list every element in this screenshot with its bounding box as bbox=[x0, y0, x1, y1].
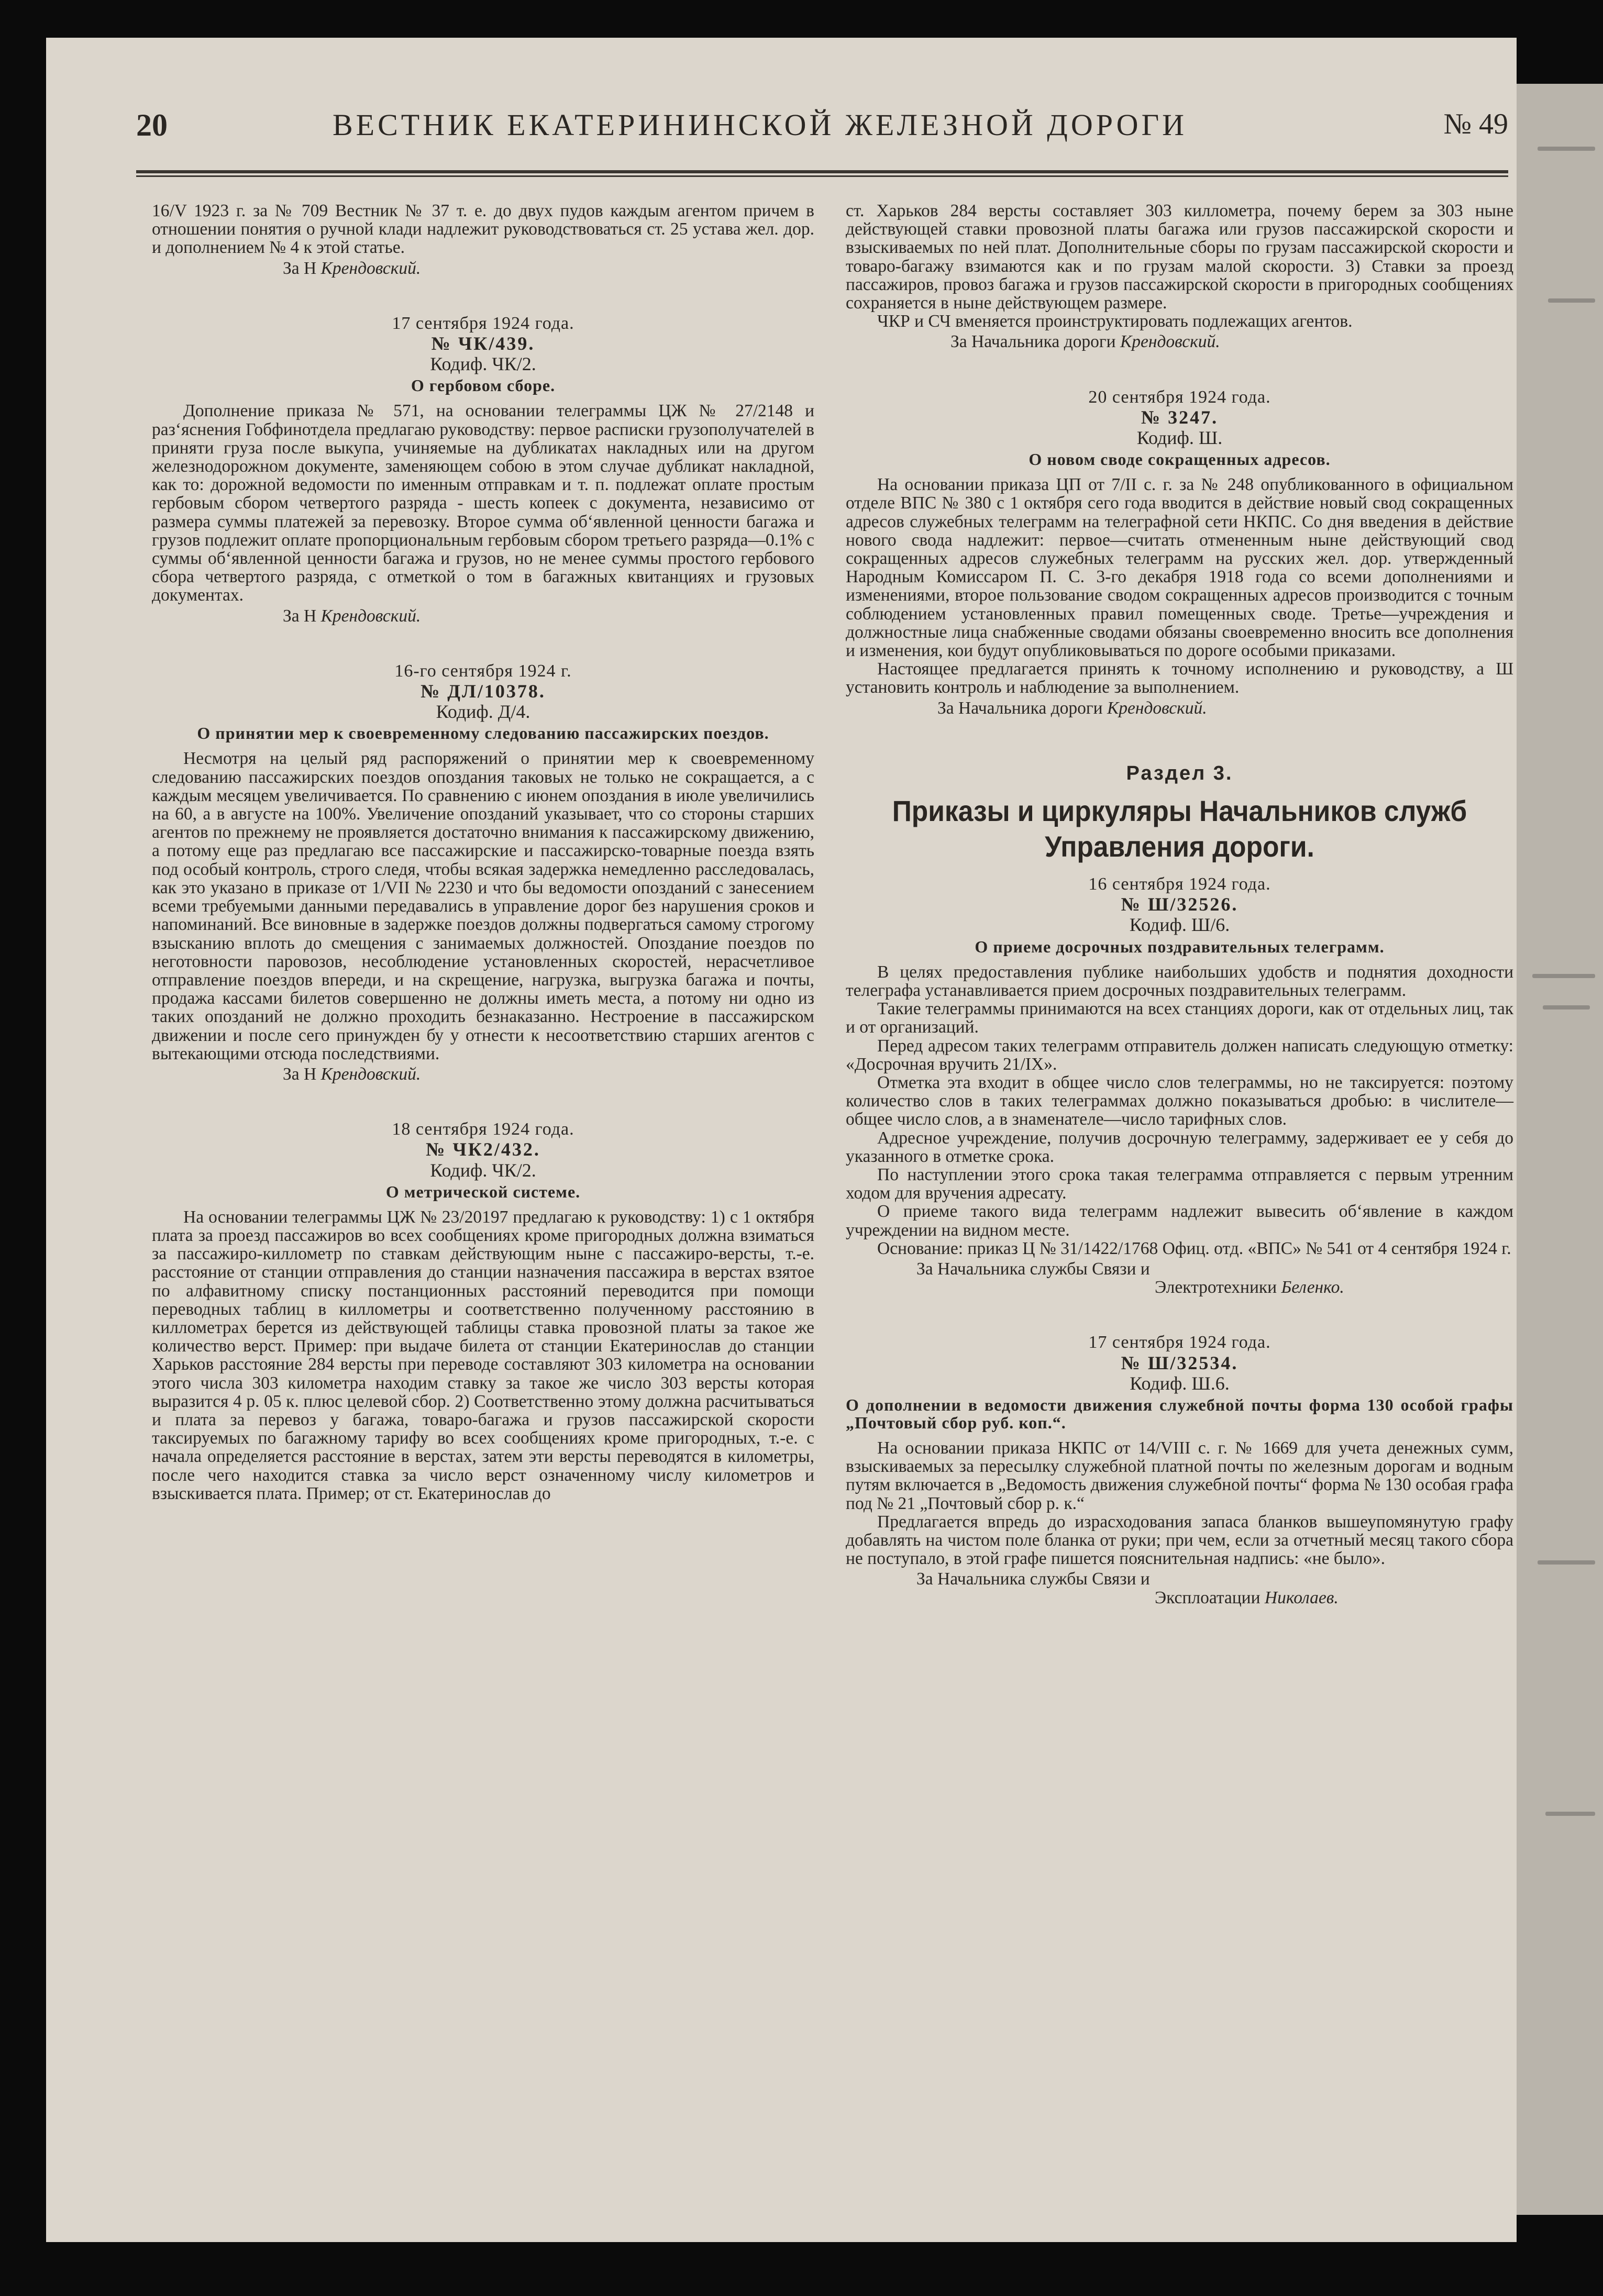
signature bbox=[846, 699, 1513, 717]
signature-name: Николаев. bbox=[1264, 1588, 1339, 1607]
order-subject: О приеме досрочных поздравительных телеграмм. bbox=[975, 937, 1385, 956]
order-number: № ЧК/439. bbox=[431, 333, 535, 354]
order-date: 20 сентября 1924 года. bbox=[1088, 387, 1271, 407]
order-block bbox=[152, 662, 814, 1083]
order-subject: О дополнении в ведомости движения служебной почты форма 130 особой графы „Почтовый сбор руб. коп.“. bbox=[846, 1395, 1513, 1432]
order-number: № 3247. bbox=[1141, 406, 1219, 428]
ghost-text bbox=[1538, 1560, 1595, 1565]
order-block bbox=[152, 1120, 814, 1503]
order-subject: О гербовом сборе. bbox=[411, 376, 556, 395]
left-column bbox=[152, 202, 814, 1503]
section-label: Раздел 3. bbox=[1126, 762, 1233, 784]
ghost-text bbox=[1545, 1812, 1595, 1816]
continuation-text: 16/V 1923 г. за № 709 Вестник № 37 т. е. до двух пудов каждым агентом причем в отношении понятия о ручной клади надлежит руководствоваться ст. 25 устава жел. дор. и дополнением № 4 к этой статье. bbox=[152, 201, 814, 258]
order-number: № ЧК2/432. bbox=[426, 1139, 540, 1160]
order-codif: Кодиф. ЧК/2. bbox=[430, 353, 536, 375]
signature-prefix: Электротехники bbox=[1155, 1278, 1277, 1297]
order-block bbox=[846, 1333, 1513, 1606]
order-paragraph: Отметка эта входит в общее число слов телеграммы, но не таксируется: поэтому количество слов в таких телеграммах должно показываться дробью: в числителе—общее число слов, а в знаменателе—число тарифных слов. bbox=[846, 1072, 1513, 1129]
order-paragraph: На основании приказа НКПС от 14/VIII с. г. № 1669 для учета денежных сумм, взыскиваемых за пересылку служебной платной почты по железным дорогам и водным путям включается в „Ведомость движения служебной почты“ форма № 130 особая графа под № 21 „Почтовый сбор р. к.“ bbox=[846, 1438, 1513, 1513]
order-date: 16-го сентября 1924 г. bbox=[394, 661, 572, 681]
order-paragraph: Предлагается впредь до израсходования запаса бланков вышеупомянутую графу добавлять на чистом поле бланка от руки; при чем, если за отчетный месяц такого сбора не поступало, в этой графе пишется пояснительная надпись: «не было». bbox=[846, 1512, 1513, 1569]
order-body: Несмотря на целый ряд распоряжений о принятии мер к своевременному следованию пассажирских поездов опоздания таковых не только не сокращается, а с каждым месяцем увеличивается. По сравнению с июнем опоздания в июле увеличились на 60, а в августе на 100%. Увеличение опозданий указывает, что со стороны старших агентов по прежнему не проявляется достаточно внимания к пассажирскому движению, а потому еще раз предлагаю все пассажирские и пассажирско-товарные поезда взять под особый контроль, строго следя, чтобы всякая задержка немедленно расследовалась, как это указано в приказе от 1/VII № 2230 и что бы ведомости опозданий с занесением всеми требуемыми данными передавались в управление дорог без нарушения сроков и напоминаний. Все виновные в задержке поездов должны подвергаться самому строгому взысканию вплоть до смещения с занимаемых должностей. Опоздание поездов по неготовности паровозов, несоблюдение установленных скоростей, нерасчетливое отправление поездов впереди, и на скрещение, нагрузка, выгрузка багажа и почты, продажа кассами билетов совершенно не должны иметь места, а потому ни одно из таких опозданий не должно проходить безнаказанно. Нестроение в пассажирском движении и после сего принужден бу у отнести к несоответствию старших агентов с вытекающими отсюда последствиями. bbox=[152, 749, 814, 1063]
order-paragraph: Адресное учреждение, получив досрочную телеграмму, задерживает ее у себя до указанного в отметке срока. bbox=[846, 1128, 1513, 1166]
signature-name: Крендовский. bbox=[320, 1064, 421, 1084]
order-body: Дополнение приказа № 571, на основании телеграммы ЦЖ № 27/2148 и раз‘яснения Гобфинотдела предлагаю руководству: первое расписки грузополучателей в приняти груза после выкупа, учиняемые на дубликатах накладных или на другом железнодорожном документе, заменяющем собою в этом случае дубликат накладной, как то: дорожной ведомости по именным отправкам и т. п. подлежат оплате простым гербовым сбором четвертого разряда - шесть копеек с документа, независимо от размера суммы платежей за перевозку. Второе сумма об‘явленной ценности багажа и грузов подлежит оплате пропорциональным гербовым сбором третьего разряда—0.1% с суммы об‘явленной ценности багажа и грузов, но не менее суммы простого гербового сбора четвертого разряда, с отметкой о том в багажных квитанциях и грузовых документах. bbox=[152, 401, 814, 605]
order-codif: Кодиф. Ш.6. bbox=[1130, 1372, 1230, 1394]
order-block bbox=[846, 388, 1513, 717]
order-date: 17 сентября 1924 года. bbox=[392, 313, 574, 333]
signature bbox=[152, 1065, 814, 1083]
order-subject: О метрической системе. bbox=[385, 1182, 581, 1201]
signature-line: За Начальника службы Связи и bbox=[916, 1259, 1150, 1279]
order-codif: Кодиф. ЧК/2. bbox=[430, 1159, 536, 1181]
journal-title: ВЕСТНИК ЕКАТЕРИНИНСКОЙ ЖЕЛЕЗНОЙ ДОРОГИ bbox=[333, 108, 1187, 142]
signature bbox=[846, 332, 1513, 351]
order-body: Настоящее предлагается принять к точному исполнению и руководству, а Ш установить контроль и наблюдение за выполнением. bbox=[846, 659, 1513, 697]
order-date: 18 сентября 1924 года. bbox=[392, 1119, 574, 1139]
order-body: На основании телеграммы ЦЖ № 23/20197 предлагаю к руководству: 1) с 1 октября плата за проезд пассажиров во всех сообщениях кроме пригородных должна взиматься за пассажиро-киллометр по ставкам действующим ныне с пассажиро-версты, т.-е. расстояние от станции отправления до станции назначения пассажира в верстах взятое по алфавитному списку постанционных расстояний переводится при помощи переводных таблиц в киллометры и соответственно полученному расстоянию в киллометрах берется из действующей таблицы ставка провозной платы за такое же количество верст. Пример: при выдаче билета от станции Екатеринослав до станции Харьков расстояние 284 версты при переводе составляют 303 километра на основании этого числа 303 километра находим ставку за такое же число 303 версты которая выразится 4 р. 05 к. плюс целевой сбор. 2) Соответственно этому должна расчитываться и плата за перевоз у багажа, товаро-багажа и грузов пассажирской скорости таксируемых по багажному тарифу во всех сообщениях кроме пригородных, т.-е. с начала определяется расстояние в верстах, затем эти версты переводятся в километры, после чего находится ставка за число верст означенному числу километров и взыскивается плата. Пример; от ст. Екатеринослав до bbox=[152, 1207, 814, 1503]
signature-name: Беленко. bbox=[1281, 1278, 1344, 1297]
order-paragraph: В целях предоставления публике наибольших удобств и поднятия доходности телеграфа устанавливается прием досрочных поздравительных телеграмм. bbox=[846, 962, 1513, 1000]
order-body: На основании приказа ЦП от 7/II с. г. за № 248 опубликованного в официальном отделе ВПС № 380 с 1 октября сего года вводится в действие новый свод сокращенных адресов служебных телеграмм на телеграфной сети НКПС. Со дня введения в действие нового свода надлежит: первое—считать отмененным ныне действующий свод сокращенных адресов служебных телеграмм на русских жел. дор. утвержденный Народным Комиссаром П. С. 3-го декабря 1918 года со всеми дополнениями и изменениями, второе пользование сводом сокращенных адресов производится с точным соблюдением установленных правил помещенных своде. Третье—учреждения и должностные лица снабженные сводами обязаны своевременно вносить все дополнения и изменения, кои будут опубликовываться по дороге особыми приказами. bbox=[846, 475, 1513, 661]
signature bbox=[846, 1589, 1513, 1607]
signature bbox=[152, 607, 814, 625]
continuation-text: ЧКР и СЧ вменяется проинструктировать подлежащих агентов. bbox=[877, 312, 1353, 331]
section-title: Приказы и циркуляры Начальников служб Управления дороги. bbox=[892, 794, 1467, 863]
order-date: 16 сентября 1924 года. bbox=[1088, 874, 1271, 894]
signature-name: Крендовский. bbox=[320, 606, 421, 626]
order-date: 17 сентября 1924 года. bbox=[1088, 1333, 1271, 1352]
signature bbox=[846, 1278, 1513, 1296]
signature-name: Крендовский. bbox=[1120, 332, 1220, 352]
right-column bbox=[846, 202, 1513, 1607]
order-number: № Ш/32526. bbox=[1121, 894, 1239, 915]
ghost-text bbox=[1548, 298, 1595, 303]
signature-name: Крендовский. bbox=[1107, 698, 1207, 718]
signature-line: За Начальника службы Связи и bbox=[916, 1569, 1150, 1589]
signature-prefix: Эксплоатации bbox=[1155, 1588, 1261, 1607]
signature-prefix: За Н bbox=[283, 258, 317, 278]
running-head bbox=[136, 107, 1508, 173]
signature-prefix: За Начальника дороги bbox=[950, 332, 1116, 352]
order-codif: Кодиф. Ш/6. bbox=[1129, 914, 1230, 936]
order-number: № ДЛ/10378. bbox=[421, 681, 546, 702]
issue-number: № 49 bbox=[1443, 108, 1508, 140]
order-paragraph: По наступлении этого срока такая телеграмма отправляется с первым утренним ходом для вручения адресату. bbox=[846, 1164, 1513, 1203]
ghost-text bbox=[1532, 974, 1595, 978]
signature-prefix: За Н bbox=[283, 1064, 317, 1084]
order-subject: О новом своде сокращенных адресов. bbox=[1029, 450, 1331, 469]
continuation-text: ст. Харьков 284 версты составляет 303 киллометра, почему берем за 303 ныне действующей ставки провозной платы багажа или грузов пассажирской скорости и взыскиваемых по ней плат. Дополнительные сборы по грузам пассажирской скорости и товаро-багажу взимаются как и по грузам малой скорости. 3) Ставки за проезд пассажиров, провоз багажа и грузов пассажирской скорости в пригородных сообщениях сохраняется в ныне действующем размере. bbox=[846, 201, 1513, 313]
signature-prefix: За Н bbox=[283, 606, 317, 626]
order-paragraph: Такие телеграммы принимаются на всех станциях дороги, как от отдельных лиц, так и от организаций. bbox=[846, 999, 1513, 1037]
order-number: № Ш/32534. bbox=[1121, 1352, 1239, 1373]
order-paragraph: Перед адресом таких телеграмм отправитель должен написать следующую отметку: «Досрочная вручить 21/IX». bbox=[846, 1036, 1513, 1074]
order-paragraph: О приеме такого вида телеграмм надлежит вывесить об‘явление в каждом учреждении на видном месте. bbox=[846, 1202, 1513, 1240]
order-block bbox=[846, 875, 1513, 1296]
signature bbox=[152, 259, 814, 278]
header-rule bbox=[136, 175, 1508, 177]
ghost-text bbox=[1538, 147, 1595, 151]
order-codif: Кодиф. Д/4. bbox=[436, 701, 530, 723]
order-subject: О принятии мер к своевременному следованию пассажирских поездов. bbox=[197, 724, 769, 743]
ghost-text bbox=[1543, 1005, 1590, 1010]
order-codif: Кодиф. Ш. bbox=[1136, 427, 1223, 449]
order-paragraph: Основание: приказ Ц № 31/1422/1768 Офиц. отд. «ВПС» № 541 от 4 сентября 1924 г. bbox=[877, 1238, 1511, 1258]
page-number: 20 bbox=[136, 108, 168, 142]
order-block bbox=[152, 314, 814, 625]
adjacent-page-edge bbox=[1517, 84, 1603, 2215]
signature-prefix: За Начальника дороги bbox=[937, 698, 1103, 718]
signature-name: Крендовский. bbox=[320, 258, 421, 278]
